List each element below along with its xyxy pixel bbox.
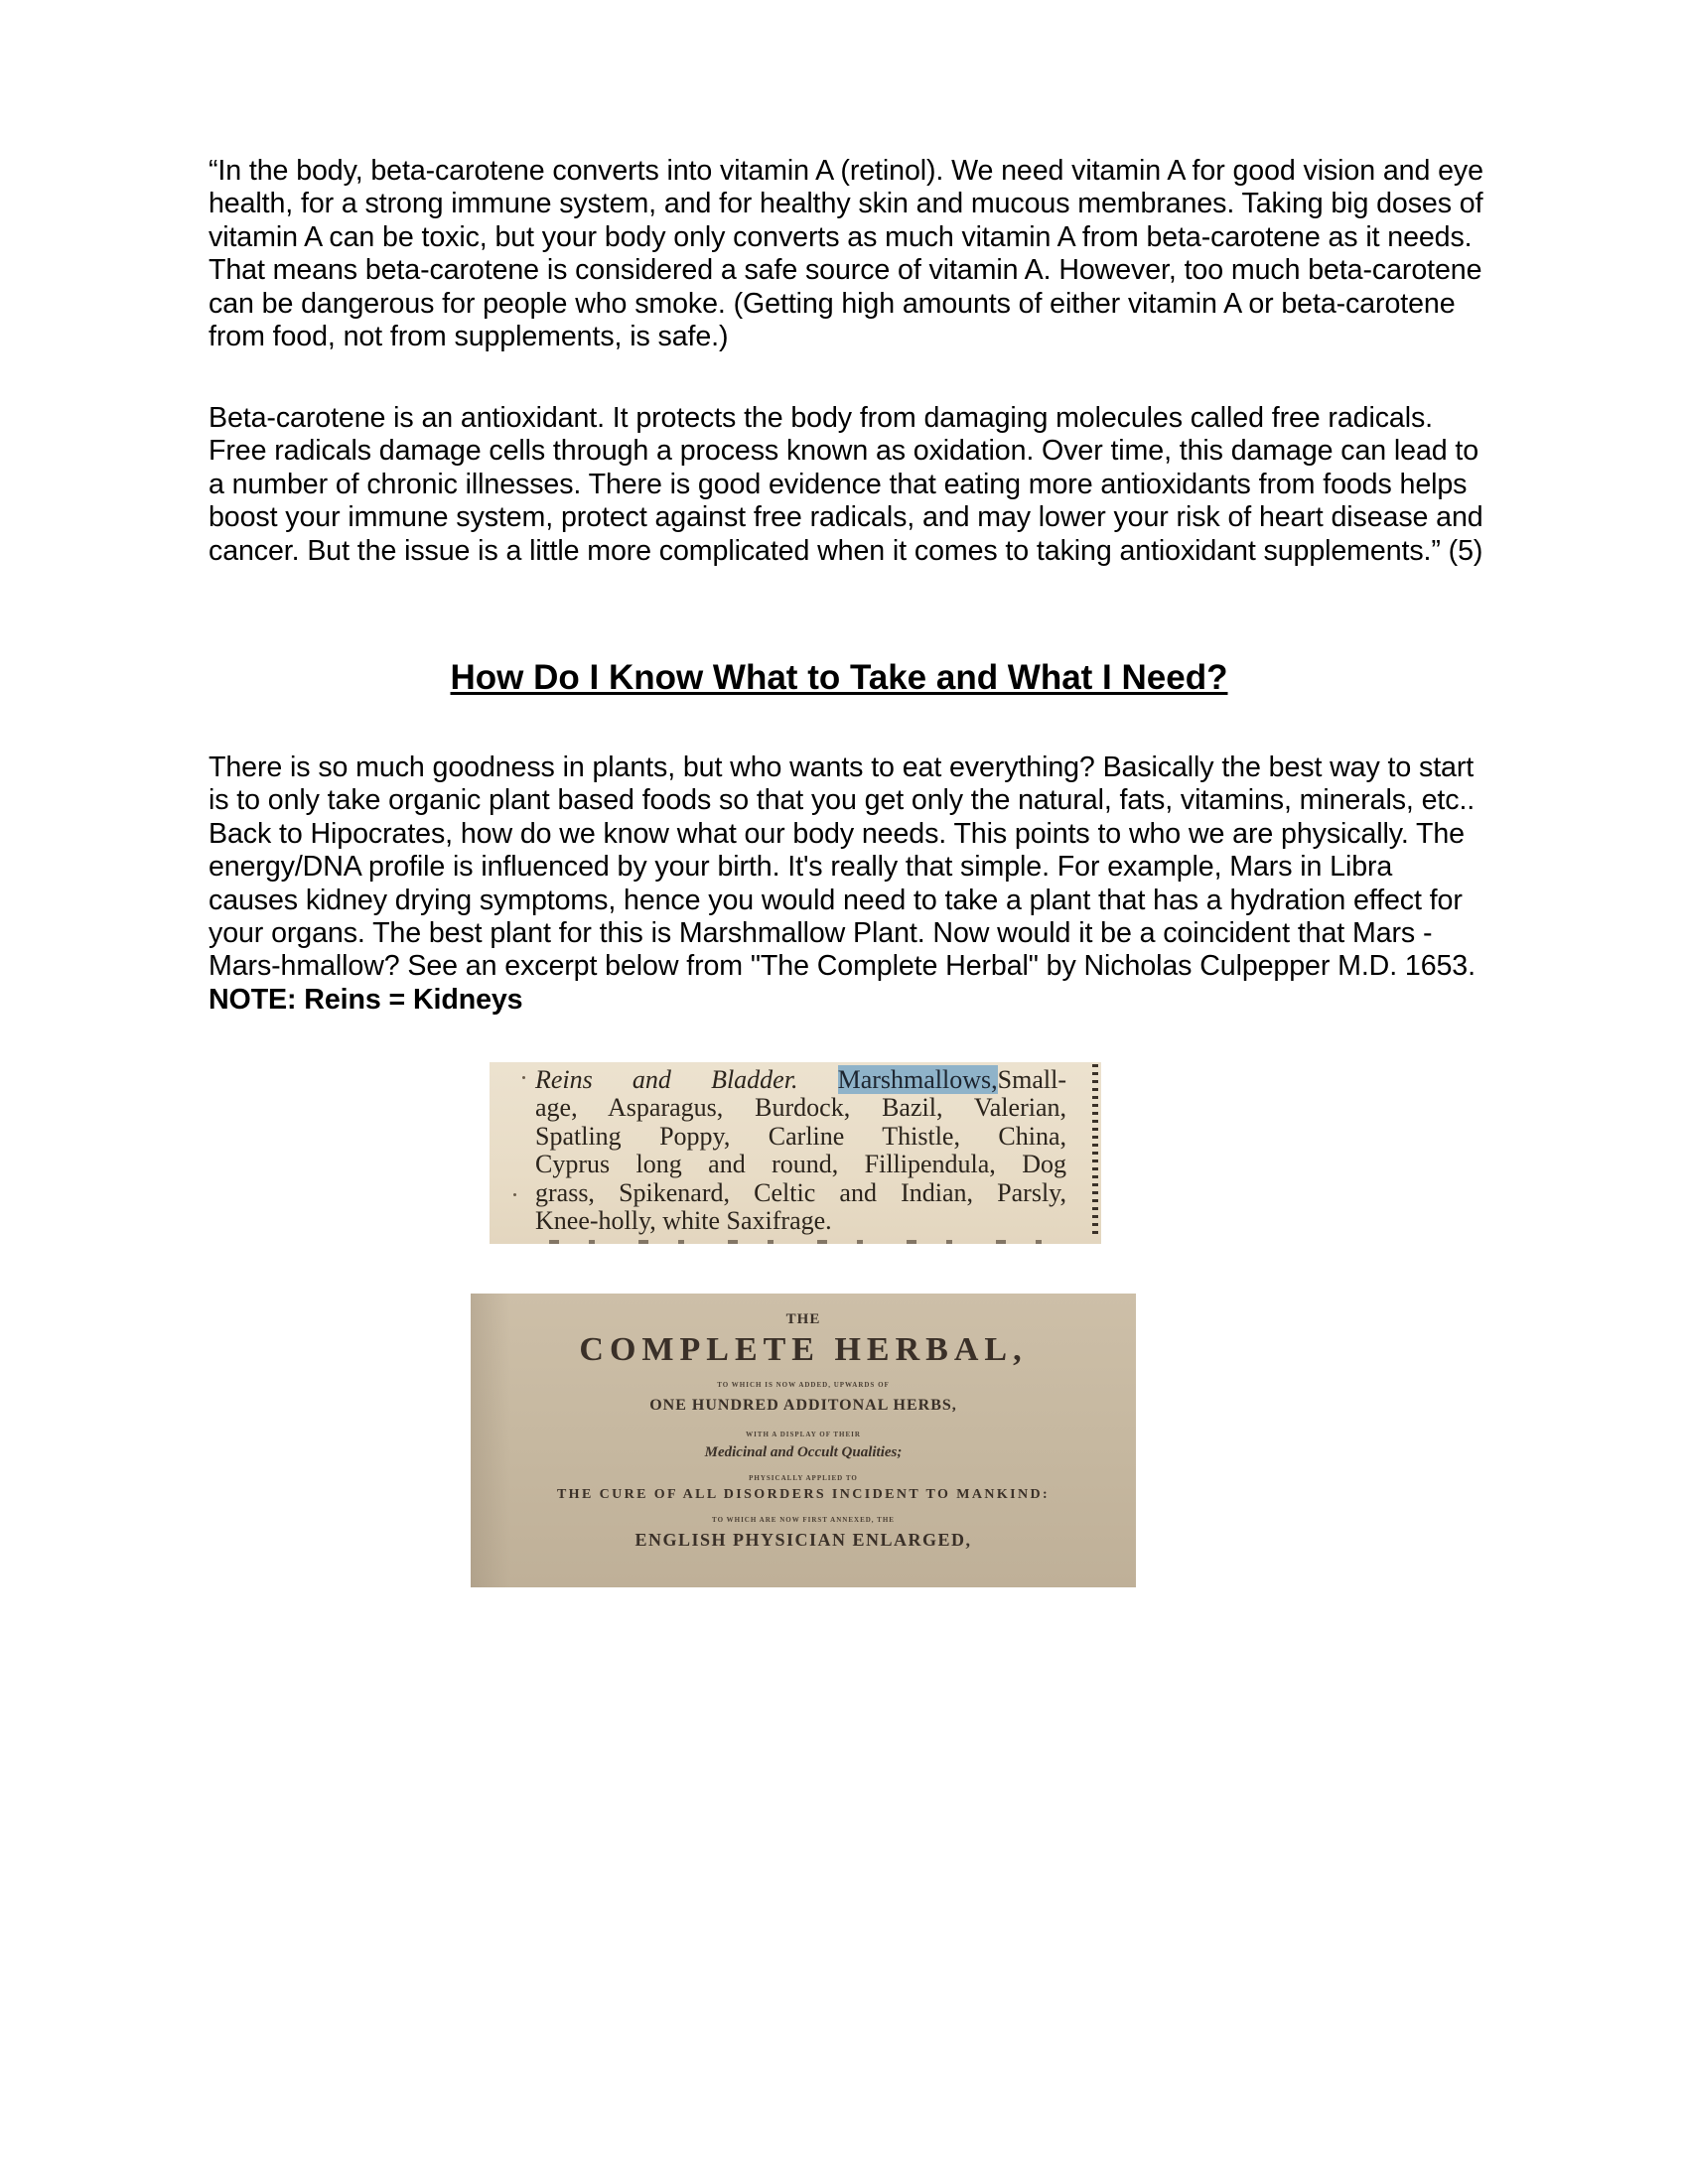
title-hundred-herbs: ONE HUNDRED ADDITONAL HERBS, — [649, 1397, 957, 1414]
title-small-line: PHYSICALLY APPLIED TO — [749, 1474, 858, 1482]
excerpt-line-rest: Small- — [997, 1065, 1066, 1094]
title-cure-line: THE CURE OF ALL DISORDERS INCIDENT TO MANKIND: — [556, 1487, 1051, 1502]
excerpt-line: Cyprus long and round, Fillipendula, Dog — [535, 1150, 1066, 1179]
herbal-excerpt-image — [490, 1062, 1101, 1244]
excerpt-line: Spatling Poppy, Carline Thistle, China, — [535, 1121, 1066, 1151]
excerpt-text — [535, 1066, 1066, 1235]
note-reins-kidneys: NOTE: Reins = Kidneys — [209, 983, 523, 1016]
cut-off-text-line — [549, 1240, 1046, 1244]
scan-speck — [522, 1076, 525, 1079]
highlighted-marshmallows: Marshmallows, — [837, 1065, 998, 1094]
excerpt-line — [535, 1066, 1066, 1094]
title-small-line: TO WHICH ARE NOW FIRST ANNEXED, THE — [712, 1516, 895, 1524]
paragraph-plants-text: There is so much goodness in plants, but who wants to eat everything? Basically the best way to start is to only take organic plant based foods so that you get only the natural, fats, vitamins, minerals, etc.. Back to Hipocrates, how do we know what our body needs. This points to who we are physically. The energy/DNA profile is influenced by your birth. It's really that simple. For example, Mars in Libra causes kidney drying symptoms, hence you would need to take a plant that has a hydration effect for your organs. The best plant for this is Marshmallow Plant. Now would it be a coincident that Mars - Mars-hmallow? See an excerpt below from "The Complete Herbal" by Nicholas Culpepper M.D. 1653. — [209, 751, 1476, 983]
title-english-physician: ENGLISH PHYSICIAN ENLARGED, — [634, 1530, 972, 1550]
paragraph-beta-carotene-vitamin-a: “In the body, beta-carotene converts into vitamin A (retinol). We need vitamin A for good vision and eye health, for a strong immune system, and for healthy skin and mucous membranes. Taking big doses of vitamin A can be toxic, but your body only converts as much vitamin A from beta-carotene as it needs. That means beta-carotene is considered a safe source of vitamin A. However, too much beta-carotene can be dangerous for people who smoke. (Getting high amounts of either vitamin A or beta-carotene from food, not from supplements, is safe.) — [209, 155, 1483, 353]
page-edge-dots — [1092, 1064, 1098, 1239]
title-complete-herbal: COMPLETE HERBAL, — [579, 1331, 1028, 1368]
excerpt-line: Knee-holly, white Saxifrage. — [535, 1206, 832, 1236]
title-medicinal-qualities: Medicinal and Occult Qualities; — [704, 1444, 903, 1460]
excerpt-line: grass, Spikenard, Celtic and Indian, Parsly, — [535, 1177, 1066, 1207]
excerpt-heading: Reins and Bladder. — [535, 1065, 798, 1094]
complete-herbal-title-page-image — [471, 1294, 1136, 1587]
title-small-line: TO WHICH IS NOW ADDED, UPWARDS OF — [717, 1381, 890, 1389]
title-small-line: WITH A DISPLAY OF THEIR — [746, 1431, 861, 1438]
paragraph-plants — [209, 751, 1489, 1017]
scan-speck — [513, 1193, 516, 1196]
title-the: THE — [785, 1311, 821, 1327]
paragraph-antioxidant: Beta-carotene is an antioxidant. It protects the body from damaging molecules called free radicals. Free radicals damage cells through a process known as oxidation. Over time, this damage can lead to a number of chronic illnesses. There is good evidence that eating more antioxidants from foods helps boost your immune system, protect against free radicals, and may lower your risk of heart disease and cancer. But the issue is a little more complicated when it comes to taking antioxidant supplements.” (5) — [209, 402, 1483, 567]
section-heading: How Do I Know What to Take and What I Need? — [450, 658, 1228, 697]
excerpt-line: age, Asparagus, Burdock, Bazil, Valerian, — [535, 1093, 1066, 1123]
